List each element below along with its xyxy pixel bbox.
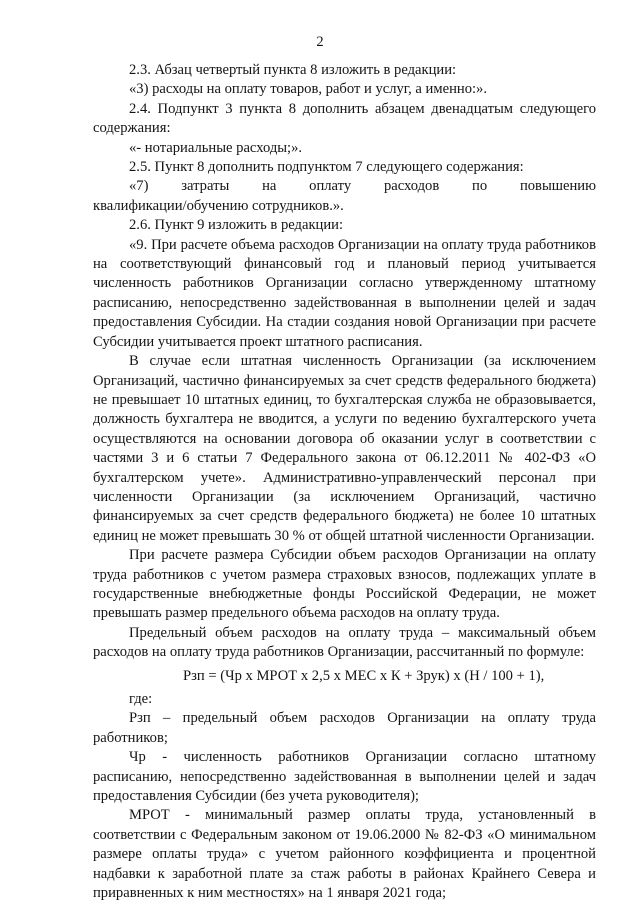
- paragraph-quote-7: [93, 177, 596, 216]
- paragraph-chr: Чр - численность работников Организации согласно штатному расписанию, непосредственно задействованная в выполнении целей и задач предоставления Субсидии (без учета руководителя);: [93, 749, 596, 805]
- paragraph-quote-9: «9. При расчете объема расходов Организации на оплату труда работников на соответствующий финансовый год и плановый период учитывается численность работников Организации согласно утвержденному штатному расписанию, непосредственно задействованная в выполнении целей и задач предоставления Субсидии. На стадии создания новой Организации при расчете Субсидии учитывается проект штатного расписания.: [93, 236, 596, 350]
- paragraph-2-5: 2.5. Пункт 8 дополнить подпунктом 7 следующего содержания:: [129, 159, 524, 176]
- paragraph-quote-7-line2: квалификации/обучению сотрудников.».: [93, 197, 344, 214]
- paragraph-subsidy-calc: При расчете размера Субсидии объем расходов Организации на оплату труда работников с учетом размера страховых взносов, подлежащих уплате в государственные внебюджетные фонды Российской Федерации, не может превышать размер предельного объема расходов на оплату труда.: [93, 547, 596, 622]
- paragraph-quote-7-line1: «7) затраты на оплату расходов по повышению: [129, 178, 596, 195]
- paragraph-2-3: 2.3. Абзац четвертый пункта 8 изложить в редакции:: [129, 62, 457, 78]
- paragraph-notary: «- нотариальные расходы;».: [129, 139, 303, 156]
- paragraph-2-6: 2.6. Пункт 9 изложить в редакции:: [129, 217, 344, 234]
- paragraph-rzp: Рзп – предельный объем расходов Организации на оплату труда работников;: [93, 710, 596, 746]
- document-body: [93, 61, 596, 903]
- paragraph-limit-definition: Предельный объем расходов на оплату труда – максимальный объем расходов на оплату труда работников Организации, рассчитанный по формуле:: [93, 624, 596, 661]
- paragraph-mrot: МРОТ - минимальный размер оплаты труда, установленный в соответствии с Федеральным законом от 19.06.2000 № 82-ФЗ «О минимальном размере оплаты труда» с учетом районного коэффициента и процентной надбавки к заработной плате за стаж работы в районах Крайнего Севера и приравненных к ним местностях» на 1 января 2021 года;: [93, 807, 596, 902]
- paragraph-staff-count: В случае если штатная численность Организации (за исключением Организаций, частично финансируемых за счет средств федерального бюджета) не превышает 10 штатных единиц, то бухгалтерская служба не образовывается, должность бухгалтера не вводится, а услуги по ведению бухгалтерского учета осуществляются на основании договора об оказании услуг в соответствии с частями 3 и 6 статьи 7 Федерального закона от 06.12.2011 № 402-ФЗ «О бухгалтерском учете». Административно-управленческий персонал при численности Организации (за исключением Организаций, частично финансируемых за счет средств федерального бюджета) не более 10 штатных единиц не может превышать 30 % от общей штатной численности Организации.: [93, 353, 596, 544]
- formula: Рзп = (Чр х МРОТ х 2,5 х МЕС х К + Зрук) х (Н / 100 + 1),: [183, 667, 545, 684]
- page-number: 2: [316, 34, 324, 50]
- paragraph-quote-3: «3) расходы на оплату товаров, работ и услуг, а именно:».: [129, 81, 487, 98]
- paragraph-where: где:: [129, 691, 153, 707]
- paragraph-2-4: 2.4. Подпункт 3 пункта 8 дополнить абзацем двенадцатым следующего содержания:: [93, 100, 596, 137]
